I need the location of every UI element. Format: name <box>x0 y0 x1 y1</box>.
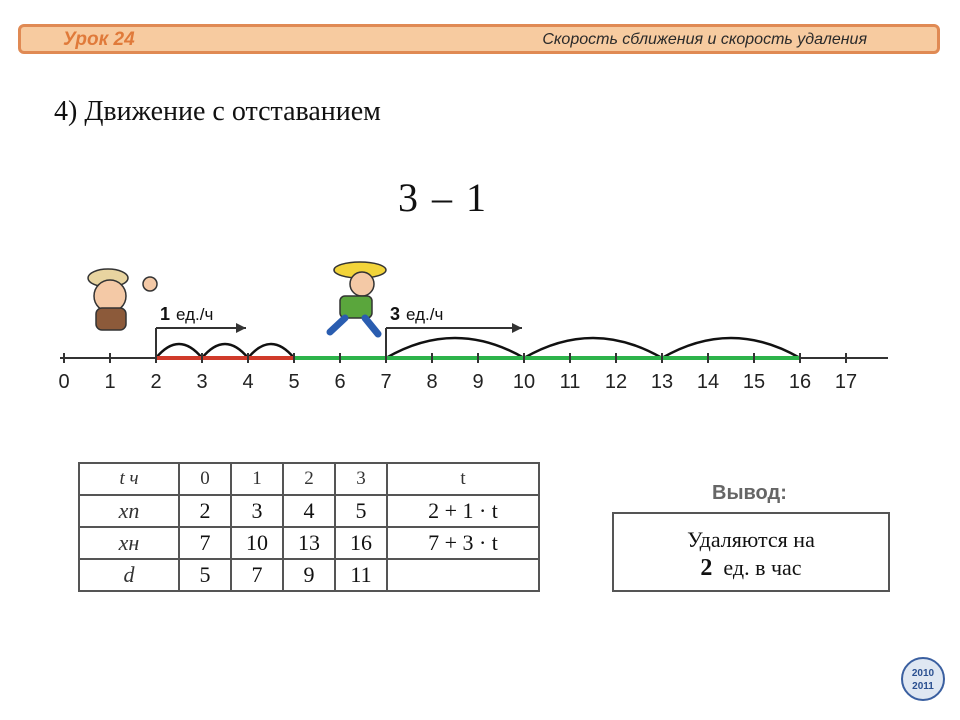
tick-label: 5 <box>288 371 300 393</box>
lesson-header <box>18 24 940 54</box>
tick-label: 11 <box>559 371 581 393</box>
tick-label: 13 <box>650 371 674 393</box>
table-row <box>79 527 539 559</box>
badge-circle <box>902 658 944 700</box>
fast-hop-arc <box>386 338 524 358</box>
table-header-row <box>79 463 539 495</box>
fast-runner-figure <box>330 262 386 334</box>
row-label: xн <box>79 527 179 559</box>
table-cell: 7 <box>179 527 231 559</box>
fast-speed-unit: ед./ч <box>406 305 444 324</box>
tick-label: 3 <box>196 371 208 393</box>
expr-left: 3 <box>398 175 420 220</box>
tick-label: 2 <box>150 371 162 393</box>
table-cell: 5 <box>335 495 387 527</box>
number-line-diagram <box>0 240 960 410</box>
tick-label: 9 <box>472 371 484 393</box>
header-cell-formula: t <box>387 463 539 495</box>
year-badge <box>900 656 946 702</box>
formula-cell: 7 + 3 · t <box>387 527 539 559</box>
tick-label: 1 <box>104 371 116 393</box>
tick-label: 7 <box>380 371 392 393</box>
header-cell: 1 <box>231 463 283 495</box>
slow-speed-value: 1 <box>160 304 171 324</box>
tick-label: 4 <box>242 371 254 393</box>
badge-year-1: 2010 <box>911 668 935 679</box>
conclusion-unit: ед. в час <box>723 555 802 580</box>
table-cell: 16 <box>335 527 387 559</box>
tick-label: 16 <box>788 371 812 393</box>
fast-arrow-head <box>512 323 522 333</box>
slow-arrow-head <box>236 323 246 333</box>
lesson-number: Урок 24 <box>63 29 135 50</box>
tick-label: 17 <box>834 371 858 393</box>
fast-hop-arc <box>524 338 662 358</box>
page-title: 4) Движение с отставанием <box>54 96 381 127</box>
speed-expression <box>398 174 488 221</box>
table-cell: 11 <box>335 559 387 591</box>
formula-cell: 2 + 1 · t <box>387 495 539 527</box>
table-cell: 10 <box>231 527 283 559</box>
tick-label: 15 <box>742 371 766 393</box>
table-cell: 7 <box>231 559 283 591</box>
table-cell: 4 <box>283 495 335 527</box>
table-cell: 13 <box>283 527 335 559</box>
table-cell: 3 <box>231 495 283 527</box>
tick-label: 6 <box>334 371 346 393</box>
conclusion-box <box>612 512 890 592</box>
table-cell: 5 <box>179 559 231 591</box>
tick-label: 8 <box>426 371 438 393</box>
conclusion-line1: Удаляются на <box>687 527 815 552</box>
tick-label: 10 <box>512 371 536 393</box>
tick-label: 12 <box>604 371 628 393</box>
badge-year-2: 2011 <box>912 681 934 692</box>
table-row <box>79 559 539 591</box>
table-cell: 9 <box>283 559 335 591</box>
slow-hop-arc <box>156 344 202 358</box>
conclusion-label: Вывод: <box>712 482 787 504</box>
table-cell: 2 <box>179 495 231 527</box>
tick-label: 14 <box>696 371 720 393</box>
table-row <box>79 495 539 527</box>
header-cell: 0 <box>179 463 231 495</box>
expr-operator: – <box>432 175 454 220</box>
header-cell-time: t ч <box>79 463 179 495</box>
tick-label: 0 <box>58 371 70 393</box>
conclusion-value: 2 <box>700 555 713 581</box>
formula-cell <box>387 559 539 591</box>
slow-hop-arc <box>248 344 294 358</box>
lesson-topic: Скорость сближения и скорость удаления <box>542 31 867 48</box>
slow-walker-figure <box>88 269 157 330</box>
slow-speed-unit: ед./ч <box>176 305 214 324</box>
conclusion-line2 <box>614 554 888 582</box>
header-cell: 3 <box>335 463 387 495</box>
motion-table <box>78 462 540 592</box>
row-label: xп <box>79 495 179 527</box>
fast-hop-arc <box>662 338 800 358</box>
row-label: d <box>79 559 179 591</box>
expr-right: 1 <box>466 175 488 220</box>
fast-speed-value: 3 <box>390 304 401 324</box>
header-cell: 2 <box>283 463 335 495</box>
slow-hop-arc <box>202 344 248 358</box>
